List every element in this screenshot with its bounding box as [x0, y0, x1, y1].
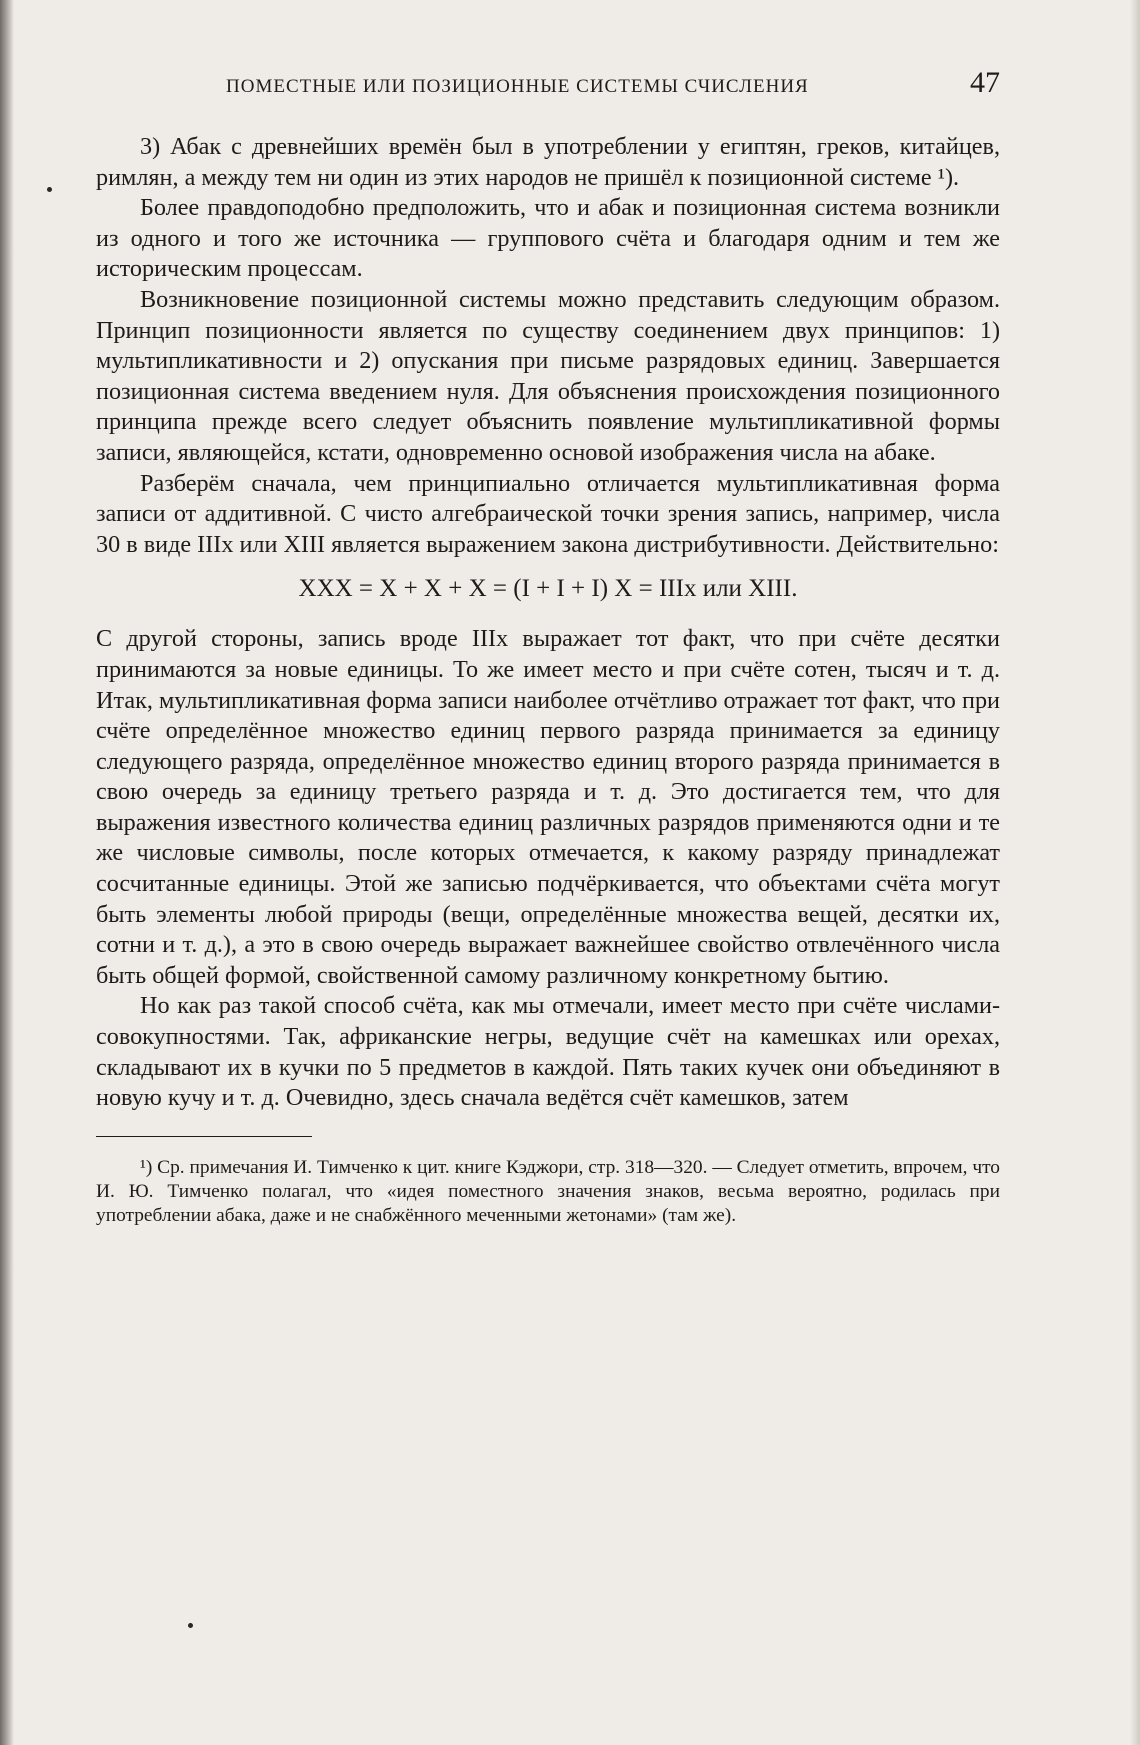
page-shadow-left: [0, 0, 14, 1745]
paragraph: Разберём сначала, чем принципиально отличается мультипликативная форма записи от аддитивной. С чисто алгебраической точки зрения запись, например, числа 30 в виде IIIх или XIII является выражением закона дистрибутивности. Действительно:: [96, 469, 1000, 558]
page-header: [96, 62, 1000, 106]
speck-mark: [47, 187, 52, 192]
speck-mark: [188, 1623, 193, 1628]
page-body: [96, 132, 1000, 1114]
formula: XXX = X + X + X = (I + I + I) X = IIIх или XIII.: [298, 575, 798, 603]
book-page: [96, 62, 1000, 1248]
paragraph: Возникновение позиционной системы можно представить следующим образом. Принцип позиционности является по существу соединением двух принципов: 1) мультипликативности и 2) опускания при письме разрядовых единиц. Завершается позиционная система введением нуля. Для объяснения происхождения позиционного принципа прежде всего следует объяснить появление мультипликативной формы записи, являющейся, кстати, одновременно основой изображения числа на абаке.: [96, 285, 1000, 466]
paragraph: 3) Абак с древнейших времён был в употреблении у египтян, греков, китайцев, римлян, а между тем ни один из этих народов не пришёл к позиционной системе ¹).: [96, 133, 1000, 191]
footnote: ¹) Ср. примечания И. Тимченко к цит. книге Кэджори, стр. 318—320. — Следует отметить, впрочем, что И. Ю. Тимченко полагал, что «идея поместного значения знаков, весьма вероятно, родилась при употреблении абака, даже и не снабжённого меченными жетонами» (там же).: [96, 1157, 1000, 1227]
page-shadow-right: [1130, 0, 1140, 1745]
running-title: ПОМЕСТНЫЕ ИЛИ ПОЗИЦИОННЫЕ СИСТЕМЫ СЧИСЛЕНИЯ: [226, 76, 809, 97]
paragraph: Более правдоподобно предположить, что и абак и позиционная система возникли из одного и того же источника — группового счёта и благодаря одним и тем же историческим процессам.: [96, 194, 1000, 283]
paragraph: Но как раз такой способ счёта, как мы отмечали, имеет место при счёте числами-совокупностями. Так, африканские негры, ведущие счёт на камешках или орехах, складывают их в кучки по 5 предметов в каждой. Пять таких кучек они объединяют в новую кучу и т. д. Очевидно, здесь сначала ведётся счёт камешков, затем: [96, 992, 1000, 1112]
page-number: 47: [970, 66, 1000, 99]
footnote-divider: [96, 1136, 312, 1137]
paragraph: С другой стороны, запись вроде IIIх выражает тот факт, что при счёте десятки принимаются за новые единицы. То же имеет место и при счёте сотен, тысяч и т. д. Итак, мультипликативная форма записи наиболее отчётливо отражает тот факт, что при счёте определённое множество единиц первого разряда принимается за единицу следующего разряда, определённое множество единиц второго разряда принимается в свою очередь за единицу третьего разряда и т. д. Это достигается тем, что для выражения известного количества единиц различных разрядов применяются одни и те же числовые символы, после которых отмечается, к какому разряду принадлежат сосчитанные единицы. Этой же записью подчёркивается, что объектами счёта могут быть элементы любой природы (вещи, определённые множества вещей, десятки их, сотни и т. д.), а это в свою очередь выражает важнейшее свойство отвлечённого числа быть общей формой, свойственной самому различному конкретному бытию.: [96, 625, 1000, 989]
